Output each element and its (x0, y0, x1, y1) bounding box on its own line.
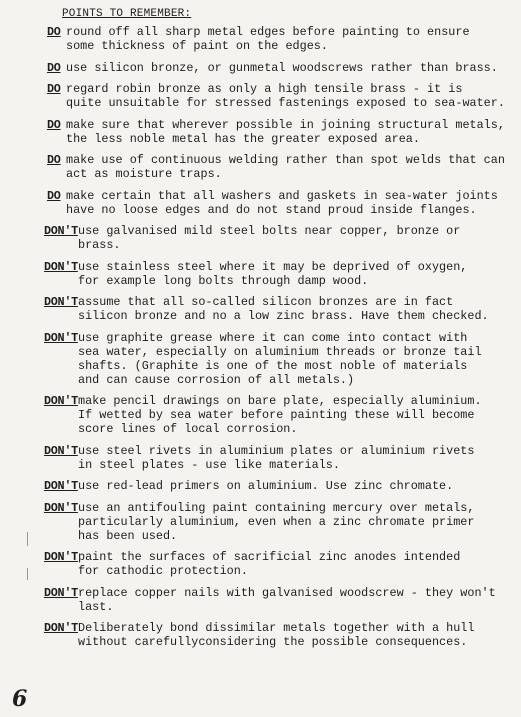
item-text-line: the less noble metal has the greater exposed area. (66, 131, 420, 146)
do-tag: DO (47, 153, 61, 167)
list-item (44, 331, 514, 387)
list-item (44, 189, 514, 217)
item-text-line: round off all sharp metal edges before painting to ensure (66, 25, 470, 39)
item-text-line: brass. (78, 238, 121, 252)
item-text-line: If wetted by sea water before painting these will become (78, 408, 475, 422)
list-item (44, 621, 514, 649)
do-tag: DO (47, 60, 61, 75)
item-text-line: use an antifouling paint containing mercury over metals, (78, 500, 475, 515)
item-text-line: make sure that wherever possible in joining structural metals, (66, 117, 505, 132)
item-text-line: make pencil drawings on bare plate, especially aluminium. (78, 394, 482, 408)
do-tag: DO (47, 117, 61, 132)
item-text-line: use galvanised mild steel bolts near copper, bronze or (78, 224, 461, 238)
item-text-line: without carefullyconsidering the possible consequences. (78, 635, 468, 649)
item-text-line: sea water, especially on aluminium threads or bronze tail (78, 344, 482, 359)
item-text-line: act as moisture traps. (66, 167, 222, 181)
item-text-line: use silicon bronze, or gunmetal woodscrews rather than brass. (66, 60, 498, 75)
dont-tag: DON'T (44, 295, 78, 309)
dont-tag: DON'T (44, 394, 78, 408)
item-text-line: and can cause corrosion of all metals.) (78, 372, 355, 387)
list-item (44, 118, 514, 146)
item-text-line: make certain that all washers and gaskets in sea-water joints (66, 188, 498, 203)
item-text-line: make use of continuous welding rather than spot welds that can (66, 153, 505, 167)
item-text-line: shafts. (Graphite is one of the most noble of materials (78, 358, 468, 373)
list-item (44, 25, 514, 53)
item-text-line: have no loose edges and do not stand proud inside flanges. (66, 202, 477, 217)
do-tag: DO (47, 188, 61, 203)
list-item (44, 479, 514, 493)
page-number: 6 (12, 686, 28, 712)
dont-tag: DON'T (44, 259, 78, 274)
item-text-line: use graphite grease where it can come into contact with (78, 330, 468, 345)
item-text-line: score lines of local corrosion. (78, 422, 298, 436)
item-text-line: use red-lead primers on aluminium. Use zinc chromate. (78, 479, 454, 493)
points-list (44, 25, 514, 657)
list-item (44, 444, 514, 472)
dont-tag: DON'T (44, 621, 78, 635)
list-item (44, 82, 514, 110)
item-text-line: particularly aluminium, even when a zinc chromate primer (78, 514, 475, 529)
list-item (44, 61, 514, 75)
dont-tag: DON'T (44, 550, 78, 564)
item-text-line: some thickness of paint on the edges. (66, 39, 328, 53)
item-text-line: in steel plates - use like materials. (78, 457, 340, 472)
dont-tag: DON'T (44, 479, 78, 493)
item-text-line: last. (78, 599, 114, 614)
item-text-line: Deliberately bond dissimilar metals together with a hull (78, 621, 475, 635)
list-item (44, 501, 514, 543)
item-text-line: paint the surfaces of sacrificial zinc anodes intended (78, 550, 461, 564)
list-item (44, 394, 514, 436)
list-item (44, 260, 514, 288)
margin-mark (27, 568, 28, 580)
list-item (44, 224, 514, 252)
item-text-line: has been used. (78, 528, 178, 543)
dont-tag: DON'T (44, 443, 78, 458)
page-heading: POINTS TO REMEMBER: (62, 8, 192, 20)
margin-mark (27, 532, 28, 546)
item-text-line: silicon bronze and no a low zinc brass. Have them checked. (78, 309, 489, 323)
list-item (44, 550, 514, 578)
list-item (44, 586, 514, 614)
dont-tag: DON'T (44, 224, 78, 238)
item-text-line: replace copper nails with galvanised woodscrew - they won't (78, 585, 496, 600)
dont-tag: DON'T (44, 585, 78, 600)
item-text-line: quite unsuitable for stressed fastenings exposed to sea-water. (66, 96, 505, 110)
do-tag: DO (47, 25, 61, 39)
item-text-line: use steel rivets in aluminium plates or aluminium rivets (78, 443, 475, 458)
list-item (44, 153, 514, 181)
item-text-line: regard robin bronze as only a high tensile brass - it is (66, 82, 463, 96)
item-text-line: for cathodic protection. (78, 564, 248, 578)
dont-tag: DON'T (44, 330, 78, 345)
item-text-line: use stainless steel where it may be deprived of oxygen, (78, 259, 468, 274)
do-tag: DO (47, 82, 61, 96)
item-text-line: assume that all so-called silicon bronzes are in fact (78, 295, 454, 309)
dont-tag: DON'T (44, 500, 78, 515)
list-item (44, 295, 514, 323)
item-text-line: for example long bolts through damp wood. (78, 273, 369, 288)
